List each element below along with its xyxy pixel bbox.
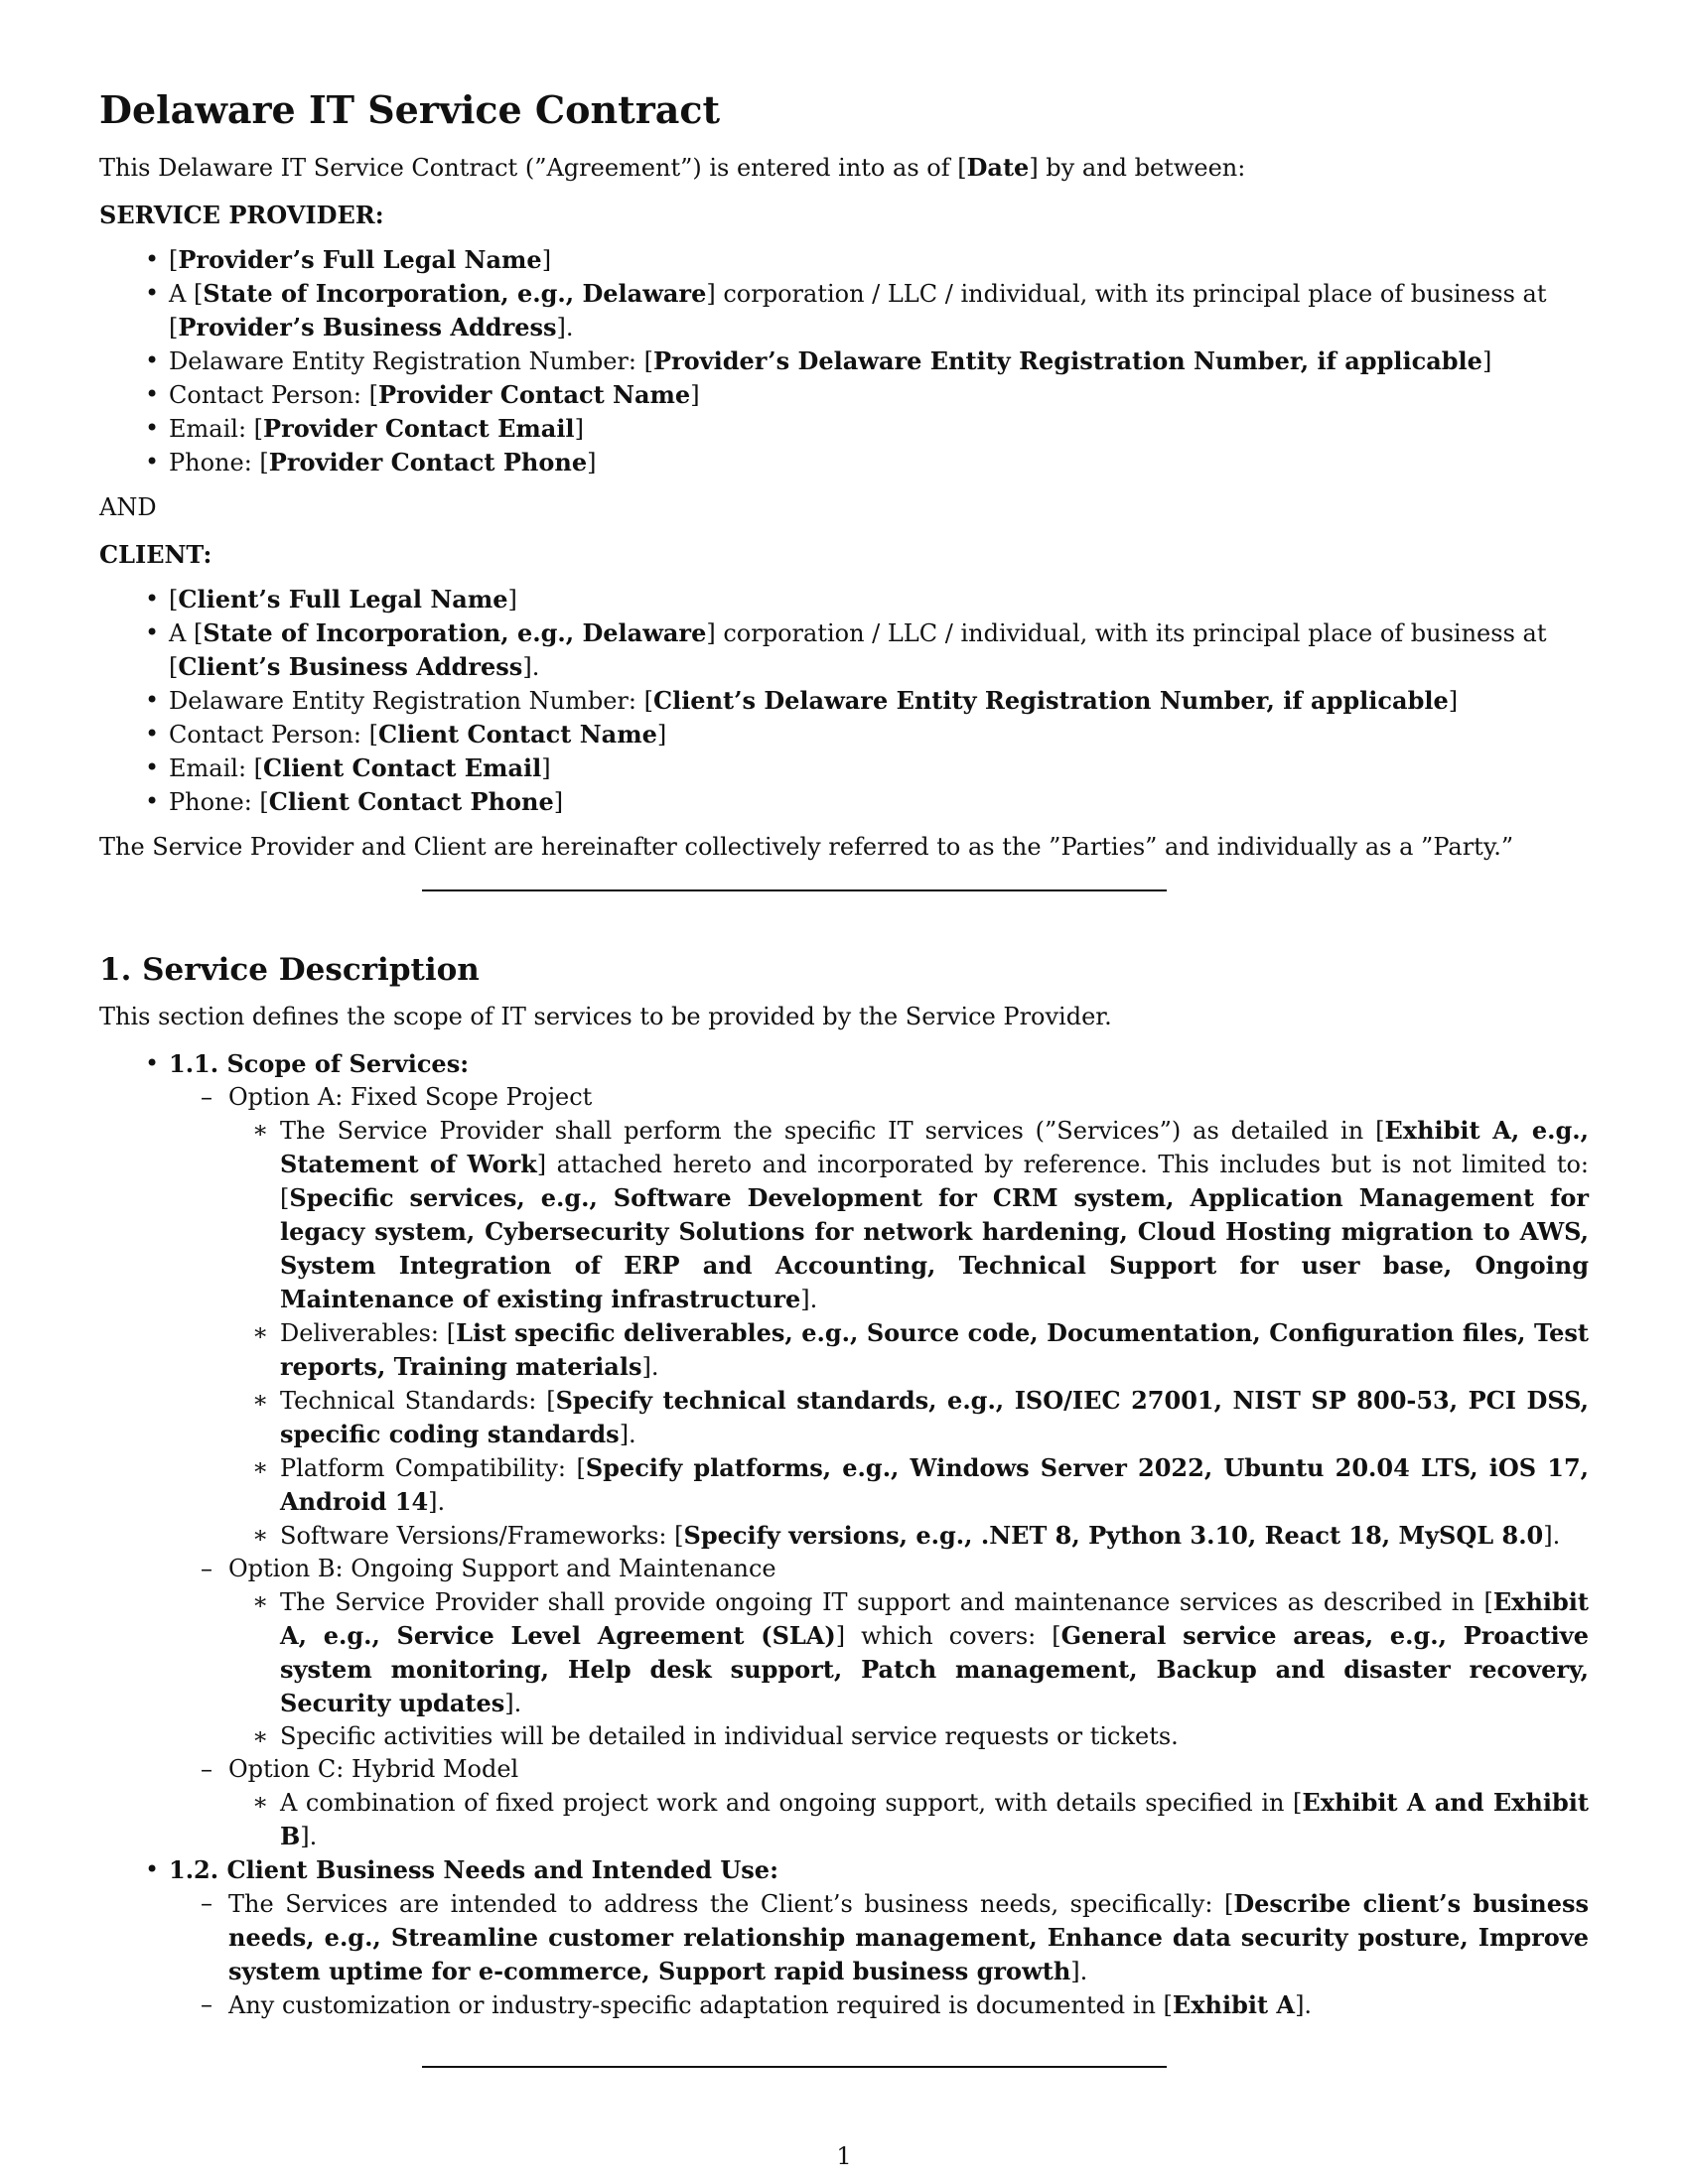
list-item xyxy=(99,1047,1589,1853)
scope-heading: 1.1. Scope of Services: xyxy=(169,1049,470,1078)
list-item: • Phone: [Client Contact Phone] xyxy=(99,785,1589,819)
option-a-details xyxy=(228,1114,1589,1553)
section-1-intro: This section defines the scope of IT services to be provided by the Service Provider. xyxy=(99,1003,1112,1030)
provider-registration: Provider’s Delaware Entity Registration Number, if applicable xyxy=(652,346,1482,375)
client-list xyxy=(99,583,1589,819)
list-item: • Contact Person: [Client Contact Name] xyxy=(99,718,1589,751)
needs-details xyxy=(169,1887,1589,2022)
provider-contact: Provider Contact Name xyxy=(377,380,691,409)
provider-address: Provider’s Business Address xyxy=(178,313,557,341)
list-item: • Phone: [Provider Contact Phone] xyxy=(99,446,1589,479)
date-placeholder: Date xyxy=(966,153,1030,182)
option-c-label: Option C: Hybrid Model xyxy=(228,1755,519,1783)
list-item: ∗ A combination of fixed project work and ongoing support, with details specified in [Exhibit A and Exhibit B]. xyxy=(228,1786,1589,1853)
parties-definition: The Service Provider and Client are hereinafter collectively referred to as the ”Parties” and individually as a ”Party.” xyxy=(99,833,1514,861)
list-item: ∗ The Service Provider shall provide ongoing IT support and maintenance services as described in [Exhibit A, e.g., Service Level Agreement (SLA)] which covers: [General service areas, e.g., Proactive system monitoring, Help desk support, Patch management, Backup and disaster recovery, Security updates]. xyxy=(228,1585,1589,1720)
list-item: ∗ Platform Compatibility: [Specify platforms, e.g., Windows Server 2022, Ubuntu 20.04 LTS, iOS 17, Android 14]. xyxy=(228,1451,1589,1519)
provider-legal-name: Provider’s Full Legal Name xyxy=(178,245,542,274)
option-b-label: Option B: Ongoing Support and Maintenance xyxy=(228,1555,776,1582)
client-email: Client Contact Email xyxy=(263,753,542,782)
list-item xyxy=(99,1853,1589,2022)
list-item: • A [State of Incorporation, e.g., Delaware] corporation / LLC / individual, with its principal place of business at [Provider’s Business Address]. xyxy=(99,277,1589,344)
option-c-details xyxy=(228,1786,1589,1853)
and-separator: AND xyxy=(99,493,157,521)
service-provider-heading: SERVICE PROVIDER: xyxy=(99,201,384,229)
provider-phone: Provider Contact Phone xyxy=(268,448,588,477)
list-item: ∗ Technical Standards: [Specify technical standards, e.g., ISO/IEC 27001, NIST SP 800-53, PCI DSS, specific coding standards]. xyxy=(228,1384,1589,1451)
option-b-details xyxy=(228,1585,1589,1753)
specific-services: Specific services, e.g., Software Development for CRM system, Application Management for legacy system, Cybersecurity Solutions for network hardening, Cloud Hosting migration to AWS, System Integration of ERP and Accounting, Technical Support for user base, Ongoing Maintenance of existing infrastructure xyxy=(280,1183,1589,1313)
section-1-list xyxy=(99,1047,1589,2022)
list-item: – The Services are intended to address the Client’s business needs, specifically: [Describe client’s business needs, e.g., Streamline customer relationship management, Enhance data security posture, Improve system uptime for e-commerce, Support rapid business growth]. xyxy=(169,1887,1589,1988)
list-item: • Email: [Client Contact Email] xyxy=(99,751,1589,785)
list-item: • Delaware Entity Registration Number: [Client’s Delaware Entity Registration Number, if applicable] xyxy=(99,684,1589,718)
client-contact: Client Contact Name xyxy=(377,720,657,749)
list-item xyxy=(169,1553,1589,1753)
client-heading: CLIENT: xyxy=(99,540,212,569)
scope-options xyxy=(169,1081,1589,1853)
provider-email: Provider Contact Email xyxy=(263,414,575,443)
list-item: • [Client’s Full Legal Name] xyxy=(99,583,1589,616)
option-a-label: Option A: Fixed Scope Project xyxy=(228,1083,593,1111)
list-item: ∗ Software Versions/Frameworks: [Specify versions, e.g., .NET 8, Python 3.10, React 18, MySQL 8.0]. xyxy=(228,1519,1589,1553)
document-body xyxy=(99,85,1589,2068)
list-item: • Email: [Provider Contact Email] xyxy=(99,412,1589,446)
client-phone: Client Contact Phone xyxy=(268,787,554,816)
list-item xyxy=(169,1753,1589,1853)
client-address: Client’s Business Address xyxy=(178,652,523,681)
horizontal-rule xyxy=(422,889,1167,891)
list-item xyxy=(169,1081,1589,1553)
client-legal-name: Client’s Full Legal Name xyxy=(178,585,508,614)
needs-heading: 1.2. Client Business Needs and Intended Use: xyxy=(169,1855,778,1884)
document-title: Delaware IT Service Contract xyxy=(99,87,721,132)
client-registration: Client’s Delaware Entity Registration Number, if applicable xyxy=(652,686,1449,715)
list-item: ∗ Specific activities will be detailed in individual service requests or tickets. xyxy=(228,1720,1589,1753)
page-number: 1 xyxy=(836,2142,852,2170)
list-item: – Any customization or industry-specific adaptation required is documented in [Exhibit A]. xyxy=(169,1988,1589,2022)
list-item: ∗ The Service Provider shall perform the specific IT services (”Services”) as detailed in [Exhibit A, e.g., Statement of Work] attached hereto and incorporated by reference. This includes but is not limited to: [Specific services, e.g., Software Development for CRM system, Application Management for legacy system, Cybersecurity Solutions for network hardening, Cloud Hosting migration to AWS, System Integration of ERP and Accounting, Technical Support for user base, Ongoing Maintenance of existing infrastructure]. xyxy=(228,1114,1589,1316)
list-item: • [Provider’s Full Legal Name] xyxy=(99,243,1589,277)
list-item: • Contact Person: [Provider Contact Name] xyxy=(99,378,1589,412)
horizontal-rule xyxy=(422,2066,1167,2068)
service-provider-list xyxy=(99,243,1589,479)
section-1-heading: 1. Service Description xyxy=(99,952,480,988)
list-item: ∗ Deliverables: [List specific deliverables, e.g., Source code, Documentation, Configuration files, Test reports, Training materials]. xyxy=(228,1316,1589,1384)
intro-paragraph: This Delaware IT Service Contract (”Agreement”) is entered into as of [Date] by and between: xyxy=(99,153,1246,182)
list-item: • Delaware Entity Registration Number: [Provider’s Delaware Entity Registration Number, if applicable] xyxy=(99,344,1589,378)
list-item: • A [State of Incorporation, e.g., Delaware] corporation / LLC / individual, with its principal place of business at [Client’s Business Address]. xyxy=(99,616,1589,684)
